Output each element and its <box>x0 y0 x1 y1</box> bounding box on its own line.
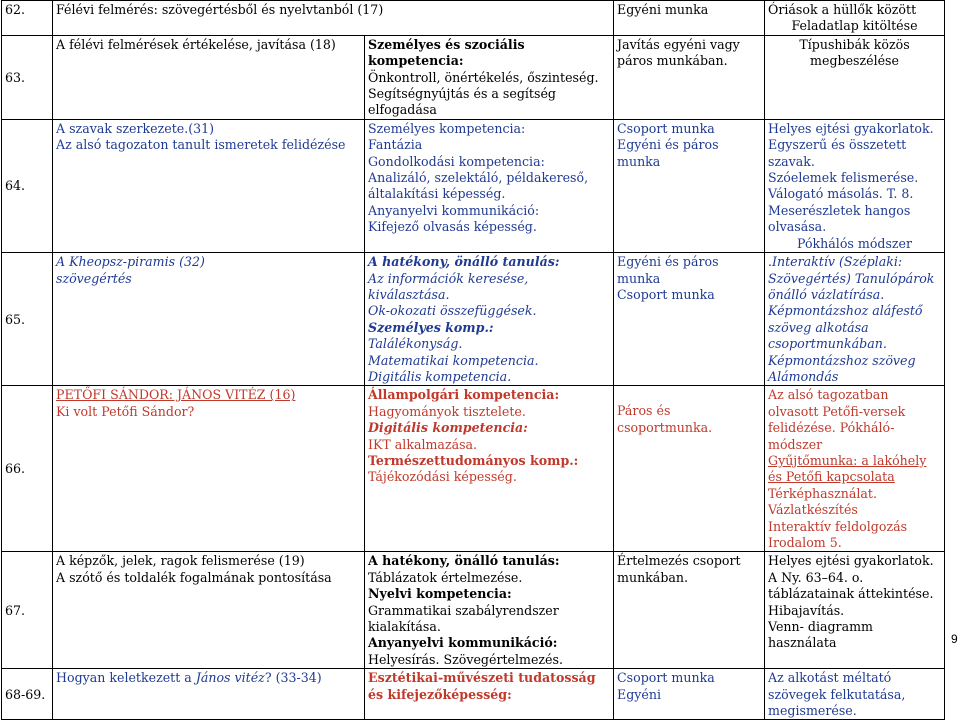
lesson-topic <box>53 552 365 669</box>
competency-text: Helyesírás. Szövegértelmezés. <box>368 651 563 667</box>
competency-title: Személyes és szociális kompetencia: <box>368 36 525 69</box>
method-line: Egyéni és páros munka <box>617 254 719 286</box>
competency-title: Gondolkodási kompetencia: <box>368 153 545 169</box>
note-line: Venn- diagramm használata <box>768 619 873 651</box>
competency-title: A hatékony, önálló tanulás: <box>368 254 560 270</box>
work-method: Egyéni munka <box>614 1 765 36</box>
competency-title: Matematikai kompetencia. <box>368 352 539 368</box>
competency-title: Természettudományos komp.: <box>368 452 579 468</box>
table-row <box>2 1 945 36</box>
note-line: Alámondás <box>768 368 839 384</box>
competency-text: Kifejező olvasás képesség. <box>368 219 537 235</box>
competency-text: Fantázia <box>368 137 423 153</box>
work-method <box>614 253 765 386</box>
row-number: 67. <box>2 552 53 669</box>
activity-note <box>765 386 945 552</box>
work-method: Páros és csoportmunka. <box>614 386 765 552</box>
competency-title: Nyelvi kompetencia: <box>368 586 512 602</box>
lesson-topic <box>53 253 365 386</box>
note-line: Hibajavítás. <box>768 602 845 618</box>
topic-text: ? (33-34) <box>264 670 322 686</box>
competency-text: Önkontroll, önértékelés, őszinteség. Segítségnyújtás és a segítség elfogadása <box>368 69 599 118</box>
topic-text: Hogyan keletkezett a <box>56 670 196 686</box>
competency-cell <box>365 552 614 669</box>
lesson-topic <box>53 669 365 720</box>
topic-line: A Kheopsz-piramis (32) <box>56 254 205 270</box>
competency-title: Anyanyelvi kommunikáció: <box>368 202 540 218</box>
note-line: Egyszerű és összetett szavak. <box>768 137 907 169</box>
row-number: 63. <box>2 35 53 119</box>
activity-note <box>765 119 945 252</box>
work-method: Értelmezés csoport munkában. <box>614 552 765 669</box>
lesson-topic <box>53 119 365 252</box>
topic-line: A szótő és toldalék fogalmának pontosítása <box>56 569 332 585</box>
note-line: Képmontázshoz szöveg <box>768 352 916 368</box>
note-line: Szóelemek felismerése. <box>768 170 919 186</box>
work-method <box>614 119 765 252</box>
competency-title: Digitális kompetencia. <box>368 368 512 384</box>
activity-note <box>765 552 945 669</box>
table-row <box>2 35 945 119</box>
method-line: Egyéni <box>617 686 661 702</box>
topic-line: PETŐFI SÁNDOR: JÁNOS VITÉZ (16) <box>56 387 296 403</box>
competency-title: Digitális kompetencia: <box>368 420 528 436</box>
competency-text: Tájékozódási képesség. <box>368 469 517 485</box>
topic-line: Az alsó tagozaton tanult ismeretek felidézése <box>56 137 346 153</box>
method-line: Csoport munka <box>617 120 715 136</box>
method-line: Csoport munka <box>617 286 715 302</box>
competency-text: Ok-okozati összefüggések. <box>368 303 537 319</box>
work-method <box>614 669 765 720</box>
competency-title: Anyanyelvi kommunikáció: <box>368 635 558 651</box>
topic-line: szövegértés <box>56 270 132 286</box>
table-row <box>2 386 945 552</box>
activity-note <box>765 1 945 36</box>
activity-note: Típushibák közös megbeszélése <box>765 35 945 119</box>
note-line: Helyes ejtési gyakorlatok. <box>768 553 934 569</box>
competency-text: IKT alkalmazása. <box>368 436 478 452</box>
note-line: Képmontázshoz aláfestő szöveg alkotása csoportmunkában. <box>768 303 923 352</box>
note-line: Gyűjtőmunka: a lakóhely és Petőfi kapcsolata <box>768 452 927 485</box>
row-number: 68-69. <box>2 669 53 720</box>
topic-line: A képzők, jelek, ragok felismerése (19) <box>56 553 305 569</box>
competency-text: Analizáló, szelektáló, példakereső, általakítási képesség. <box>368 170 589 202</box>
note-line: Válogató másolás. T. 8. <box>768 186 914 202</box>
table-row <box>2 552 945 669</box>
row-number: 64. <box>2 119 53 252</box>
competency-cell <box>365 386 614 552</box>
competency-cell <box>365 119 614 252</box>
competency-text: Találékonyság. <box>368 336 463 352</box>
competency-text: Az információk keresése, kiválasztása. <box>368 270 529 302</box>
row-number: 65. <box>2 253 53 386</box>
note-line: .Interaktív (Széplaki: Szövegértés) Tanulópárok önálló vázlatírása. <box>768 254 935 302</box>
competency-title: Személyes kompetencia: <box>368 120 526 136</box>
method-line: Csoport munka <box>617 670 715 686</box>
note-line: Óriások a hüllők között <box>768 2 917 17</box>
note-line: Pókhálós módszer <box>797 235 913 251</box>
note-line: Térképhasználat. <box>768 485 877 501</box>
table-row <box>2 669 945 720</box>
competency-title: A hatékony, önálló tanulás: <box>368 553 560 569</box>
activity-note <box>765 253 945 386</box>
note-line: Helyes ejtési gyakorlatok. <box>768 120 934 136</box>
activity-note: Az alkotást méltató szövegek felkutatása, megismerése. <box>765 669 945 720</box>
lesson-topic <box>53 386 365 552</box>
note-line: Feladatlap kitöltése <box>791 18 918 34</box>
table-row <box>2 119 945 252</box>
topic-title-italic: János vitéz <box>195 670 265 686</box>
note-line: Meserészletek hangos olvasása. <box>768 202 911 235</box>
topic-line: Ki volt Petőfi Sándor? <box>56 403 195 419</box>
competency-text: Grammatikai szabályrendszer kialakítása. <box>368 602 559 635</box>
competency-cell <box>365 35 614 119</box>
note-line: Interaktív feldolgozás Irodalom 5. <box>768 518 908 550</box>
competency-title: Személyes komp.: <box>368 319 494 335</box>
row-number: 62. <box>2 1 53 36</box>
competency-cell: Esztétikai-művészeti tudatosság és kifejezőképesség: <box>365 669 614 720</box>
topic-line: A szavak szerkezete.(31) <box>56 120 215 136</box>
lesson-topic: A félévi felmérések értékelése, javítása (18) <box>53 35 365 119</box>
page-number: 9 <box>951 632 958 646</box>
competency-cell <box>365 253 614 386</box>
lesson-plan-table <box>1 0 945 720</box>
table-row <box>2 253 945 386</box>
competency-text: Táblázatok értelmezése. <box>368 569 523 585</box>
method-line: Egyéni és páros munka <box>617 137 719 169</box>
competency-text: Hagyományok tisztelete. <box>368 403 526 419</box>
competency-title: Állampolgári kompetencia: <box>368 387 560 403</box>
note-line: A Ny. 63–64. o. táblázatainak áttekintése. <box>768 569 934 602</box>
work-method: Javítás egyéni vagy páros munkában. <box>614 35 765 119</box>
row-number: 66. <box>2 386 53 552</box>
note-line: Az alsó tagozatban olvasott Petőfi-versek felidézése. Pókháló-módszer <box>768 387 906 452</box>
lesson-topic: Félévi felmérés: szövegértésből és nyelvtanból (17) <box>53 1 614 36</box>
note-line: Vázlatkészítés <box>768 502 858 518</box>
